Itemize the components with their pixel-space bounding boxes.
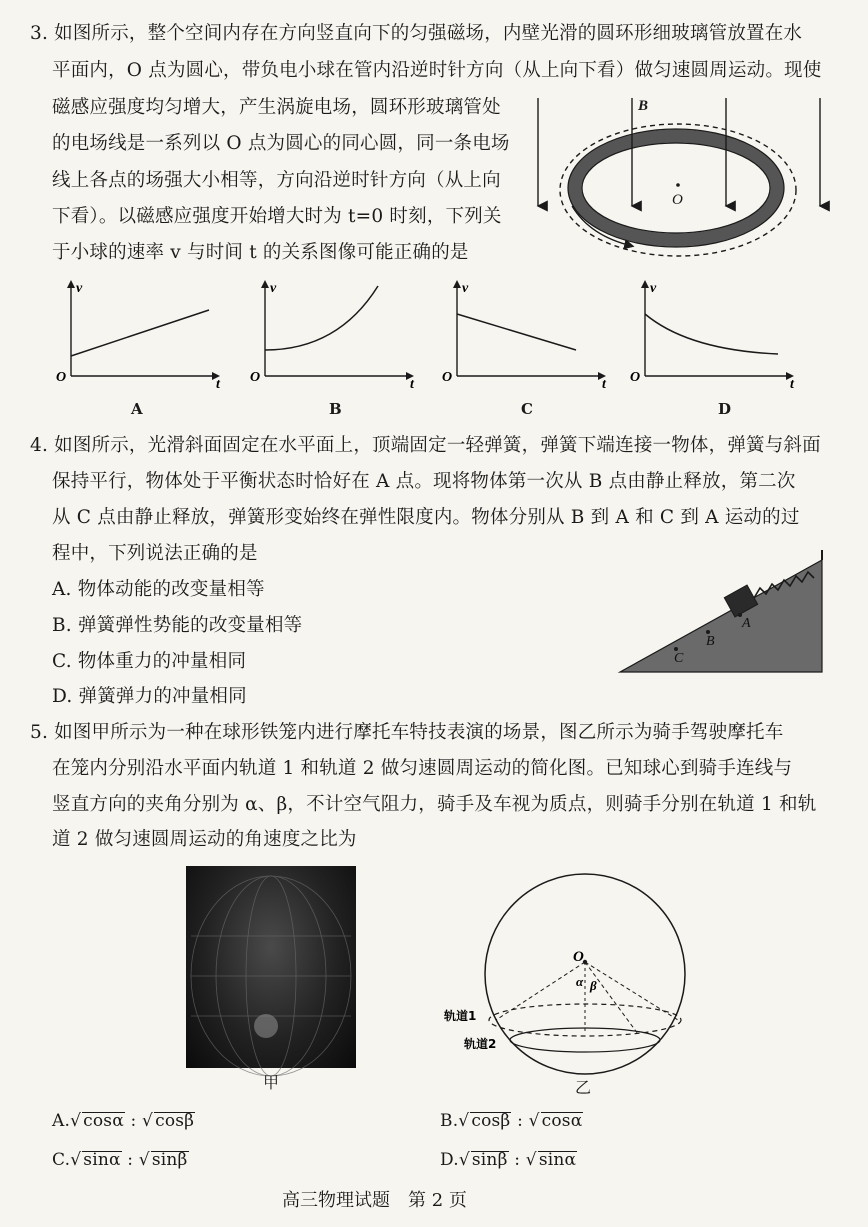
q3-line-1: 3. 如图所示，整个空间内存在方向竖直向下的匀强磁场，内壁光滑的圆环形细玻璃管放置在水 [30, 23, 803, 44]
graph-d-label: D [718, 400, 732, 418]
graph-d-curve [645, 314, 778, 354]
q4-line-1: 4. 如图所示，光滑斜面固定在水平面上，顶端固定一轻弹簧，弹簧下端连接一物体，弹簧与斜面 [30, 435, 821, 456]
graph-a-x-label: t [216, 377, 220, 392]
q3-ring-figure [520, 88, 840, 268]
q3-graph-b [248, 278, 423, 392]
q4-line-3: 从 C 点由静止释放，弹簧形变始终在弹性限度内。物体分别从 B 到 A 和 C 到 A 运动的过 [52, 507, 800, 528]
q3-line-2: 平面内，O 点为圆心，带负电小球在管内沿逆时针方向（从上向下看）做匀速圆周运动。现使 [52, 60, 822, 81]
graph-a-label: A [131, 400, 143, 418]
graph-a-y-label: v [76, 281, 83, 296]
graph-b-x-label: t [410, 377, 414, 392]
q3-graph-d [628, 278, 803, 392]
q4-option-a: A. 物体动能的改变量相等 [52, 579, 265, 600]
sphere-figure [438, 872, 698, 1082]
q5-line-2: 在笼内分别沿水平面内轨道 1 和轨道 2 做匀速圆周运动的简化图。已知球心到骑手连线与 [52, 758, 793, 779]
graph-b-label: B [329, 400, 342, 418]
q4-option-b: B. 弹簧弹性势能的改变量相等 [52, 615, 303, 636]
beta-label: β [590, 978, 597, 993]
graph-d-origin: O [630, 370, 641, 385]
q3-line-6: 下看）。以磁感应强度开始增大时为 t=0 时刻，下列关 [52, 206, 502, 227]
graph-c-label: C [521, 400, 533, 418]
q4-option-d: D. 弹簧弹力的冲量相同 [52, 686, 247, 707]
q5-line-1: 5. 如图甲所示为一种在球形铁笼内进行摩托车特技表演的场景，图乙所示为骑手驾驶摩托车 [30, 722, 784, 743]
graph-b-origin: O [250, 370, 261, 385]
q4-line-2: 保持平行，物体处于平衡状态时恰好在 A 点。现将物体第一次从 B 点由静止释放，第二次 [52, 471, 796, 492]
q4-incline-figure [618, 552, 828, 674]
point-b-label: B [706, 634, 715, 649]
sphere-center-label: O [573, 949, 584, 965]
q3-line-4: 的电场线是一系列以 O 点为圆心的同心圆，同一条电场 [52, 133, 510, 154]
incline [620, 560, 822, 672]
point-c-label: C [674, 651, 684, 666]
track-1-line [489, 1004, 681, 1036]
graph-b-curve [265, 286, 378, 350]
graph-a-origin: O [56, 370, 67, 385]
figure-yi-caption: 乙 [575, 1078, 592, 1097]
q3-line-7: 于小球的速率 v 与时间 t 的关系图像可能正确的是 [52, 242, 469, 263]
graph-c-curve [457, 314, 576, 350]
cage-photo [186, 866, 356, 1068]
q3-line-3: 磁感应强度均匀增大，产生涡旋电场，圆环形玻璃管处 [52, 97, 501, 118]
q3-graph-a [54, 278, 229, 392]
alpha-label: α [576, 974, 584, 989]
center-label-o: O [672, 192, 683, 208]
figure-jia-caption: 甲 [263, 1073, 280, 1092]
point-a-label: A [742, 616, 751, 631]
q5-line-4: 道 2 做匀速圆周运动的角速度之比为 [52, 829, 357, 850]
q3-line-5: 线上各点的场强大小相等，方向沿逆时针方向（从上向 [52, 170, 501, 191]
graph-d-x-label: t [790, 377, 794, 392]
q5-option-b: B.√ cosβ : √ cosα [440, 1111, 583, 1131]
graph-a-curve [71, 310, 209, 356]
center-dot [676, 183, 680, 187]
graph-b-y-label: v [270, 281, 277, 296]
q5-line-3: 竖直方向的夹角分别为 α、β，不计空气阻力，骑手及车视为质点，则骑手分别在轨道 1 和轨 [52, 794, 817, 815]
track-2-line [510, 1028, 660, 1052]
graph-c-y-label: v [462, 281, 469, 296]
glass-ring [575, 136, 777, 240]
q3-graph-c [440, 278, 615, 392]
field-label-b: B [638, 98, 649, 114]
page-footer: 高三物理试题 第 2 页 [282, 1190, 467, 1211]
track-2-label: 轨道2 [464, 1037, 497, 1051]
graph-c-x-label: t [602, 377, 606, 392]
q5-option-d: D.√ sinβ : √ sinα [440, 1150, 577, 1170]
q5-option-a: A.√ cosα : √ cosβ [52, 1111, 195, 1131]
q4-option-c: C. 物体重力的冲量相同 [52, 651, 247, 672]
track-1-label: 轨道1 [444, 1009, 477, 1023]
q5-option-c: C.√ sinα : √ sinβ [52, 1150, 188, 1170]
graph-d-y-label: v [650, 281, 657, 296]
q4-line-4: 程中，下列说法正确的是 [52, 543, 258, 564]
graph-c-origin: O [442, 370, 453, 385]
